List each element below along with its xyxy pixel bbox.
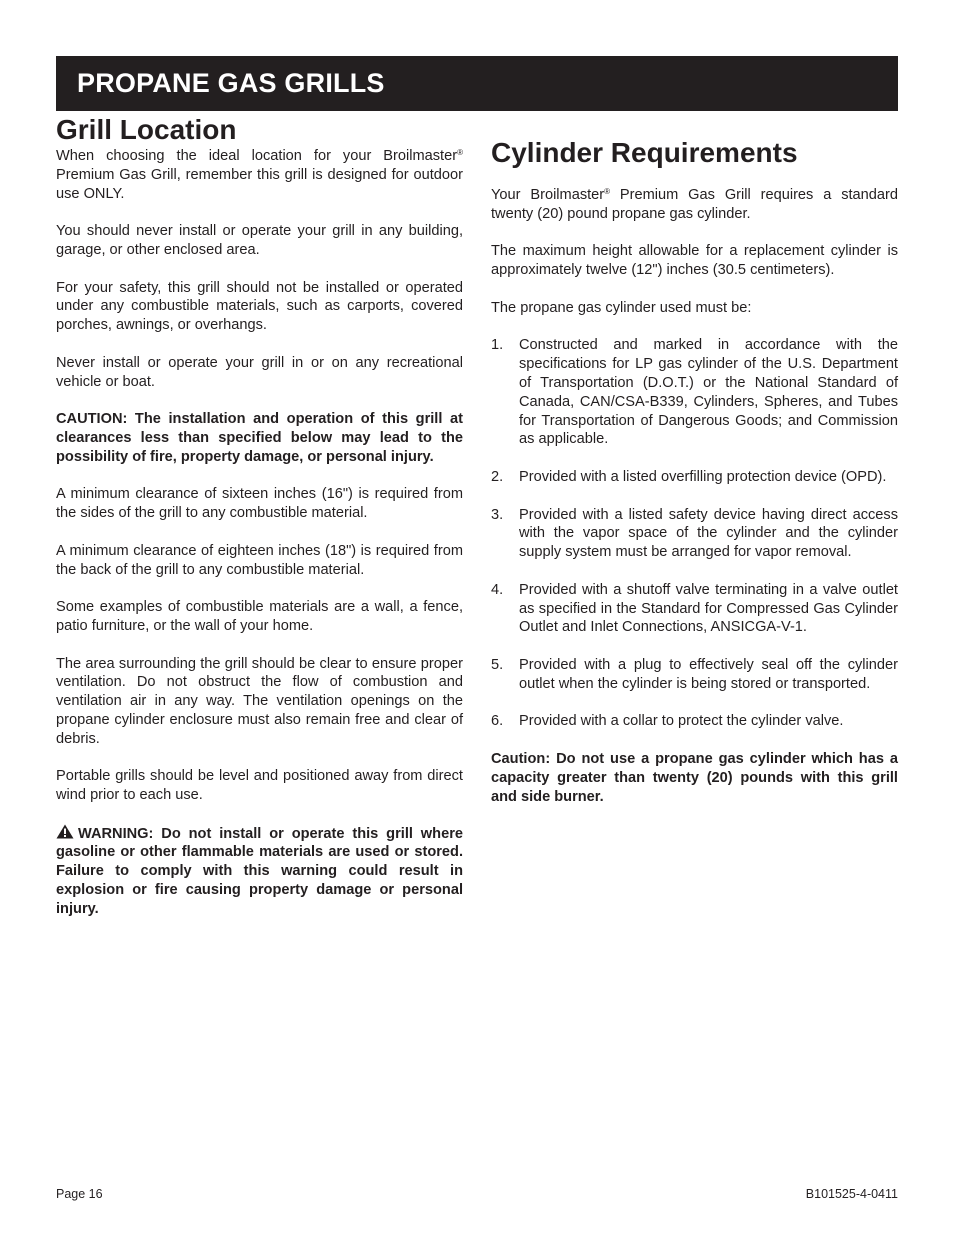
warning-triangle-icon [56, 824, 74, 839]
grill-location-paragraph: For your safety, this grill should not be installed or operated under any combustible materials, such as carports, covered porches, awnings, or overhangs. [56, 279, 463, 334]
list-item [491, 468, 898, 487]
list-item-text: Provided with a collar to protect the cylinder valve. [519, 713, 844, 730]
list-item-number: 1. [491, 337, 504, 354]
intro-text-part2: Premium Gas Grill, remember this grill is designed for outdoor use ONLY. [56, 166, 463, 202]
list-item [491, 506, 898, 562]
registered-mark: ® [604, 187, 611, 196]
list-item-number: 4. [491, 581, 504, 598]
section-banner [56, 56, 898, 111]
list-item-number: 6. [491, 713, 504, 730]
page-number: Page 16 [56, 1187, 103, 1201]
cylinder-intro [491, 186, 898, 224]
max-height-paragraph: The maximum height allowable for a replacement cylinder is approximately twelve (12") inches (30.5 centimeters). [491, 243, 898, 279]
ventilation-paragraph: The area surrounding the grill should be clear to ensure proper ventilation. Do not obstruct the flow of combustion and ventilation air in any way. The ventilation openings on the propane cylinder enclosure must also remain free and clear of debris. [56, 655, 463, 747]
list-item [491, 712, 898, 731]
list-item-text: Provided with a listed overfilling protection device (OPD). [519, 468, 887, 485]
list-item [491, 581, 898, 637]
document-code: B101525-4-0411 [805, 1187, 898, 1201]
list-item-text: Provided with a listed safety device having direct access with the vapor space of the cylinder and the cylinder supply system must be arranged for vapor removal. [519, 506, 898, 561]
grill-location-paragraph: Never install or operate your grill in or on any recreational vehicle or boat. [56, 354, 463, 390]
warning-text: WARNING: Do not install or operate this grill where gasoline or other flammable materials are used or stored. Failure to comply with this warning could result in explosion or fire causing property damage or personal injury. [56, 825, 463, 917]
grill-location-title: Grill Location [56, 114, 237, 145]
combustible-examples-paragraph: Some examples of combustible materials are a wall, a fence, patio furniture, or the wall of your home. [56, 599, 463, 634]
intro-text-part1: When choosing the ideal location for your Broilmaster [56, 148, 458, 164]
list-item-number: 5. [491, 656, 504, 673]
list-item [491, 336, 898, 449]
cylinder-requirements-column [491, 136, 898, 825]
list-item-number: 3. [491, 506, 504, 523]
side-clearance-paragraph: A minimum clearance of sixteen inches (16") is required from the sides of the grill to any combustible material. [56, 486, 463, 522]
cylinder-capacity-caution: Caution: Do not use a propane gas cylinder which has a capacity greater than twenty (20) pounds with this grill and side burner. [491, 750, 898, 805]
list-item-text: Constructed and marked in accordance with the specifications for LP gas cylinder of the U.S. Department of Transportation (D.O.T.) or the National Standard of Canada, CAN/CSA-B339, Cylinders, Spheres, and Tubes for Transportation of Dangerous Goods; and Commission as applicable. [519, 337, 898, 448]
banner-title: PROPANE GAS GRILLS [77, 68, 385, 98]
grill-location-paragraph: You should never install or operate your grill in any building, garage, or other enclosed area. [56, 223, 463, 258]
flammable-warning [56, 824, 463, 919]
list-item-text: Provided with a plug to effectively seal off the cylinder outlet when the cylinder is being stored or transported. [519, 656, 898, 692]
cylinder-requirements-list [491, 336, 898, 731]
grill-location-column [56, 113, 463, 937]
list-item-text: Provided with a shutoff valve terminating in a valve outlet as specified in the Standard for Compressed Gas Cylinder Outlet and Inlet Connections, ANSICGA-V-1. [519, 581, 898, 636]
cylinder-requirements-title: Cylinder Requirements [491, 137, 798, 168]
portable-grill-paragraph: Portable grills should be level and positioned away from direct wind prior to each use. [56, 768, 463, 804]
cylinder-must-be-paragraph: The propane gas cylinder used must be: [491, 299, 752, 316]
grill-location-intro [56, 147, 463, 203]
cylinder-intro-part1: Your Broilmaster [491, 187, 605, 203]
list-item [491, 656, 898, 694]
registered-mark: ® [457, 148, 463, 157]
list-item-number: 2. [491, 468, 504, 485]
cylinder-intro-part2: Premium Gas Grill requires a standard twenty (20) pound propane gas cylinder. [491, 187, 898, 222]
clearance-caution: CAUTION: The installation and operation of this grill at clearances less than specified below may lead to the possibility of fire, property damage, or personal injury. [56, 411, 463, 465]
back-clearance-paragraph: A minimum clearance of eighteen inches (18") is required from the back of the grill to any combustible material. [56, 542, 463, 578]
